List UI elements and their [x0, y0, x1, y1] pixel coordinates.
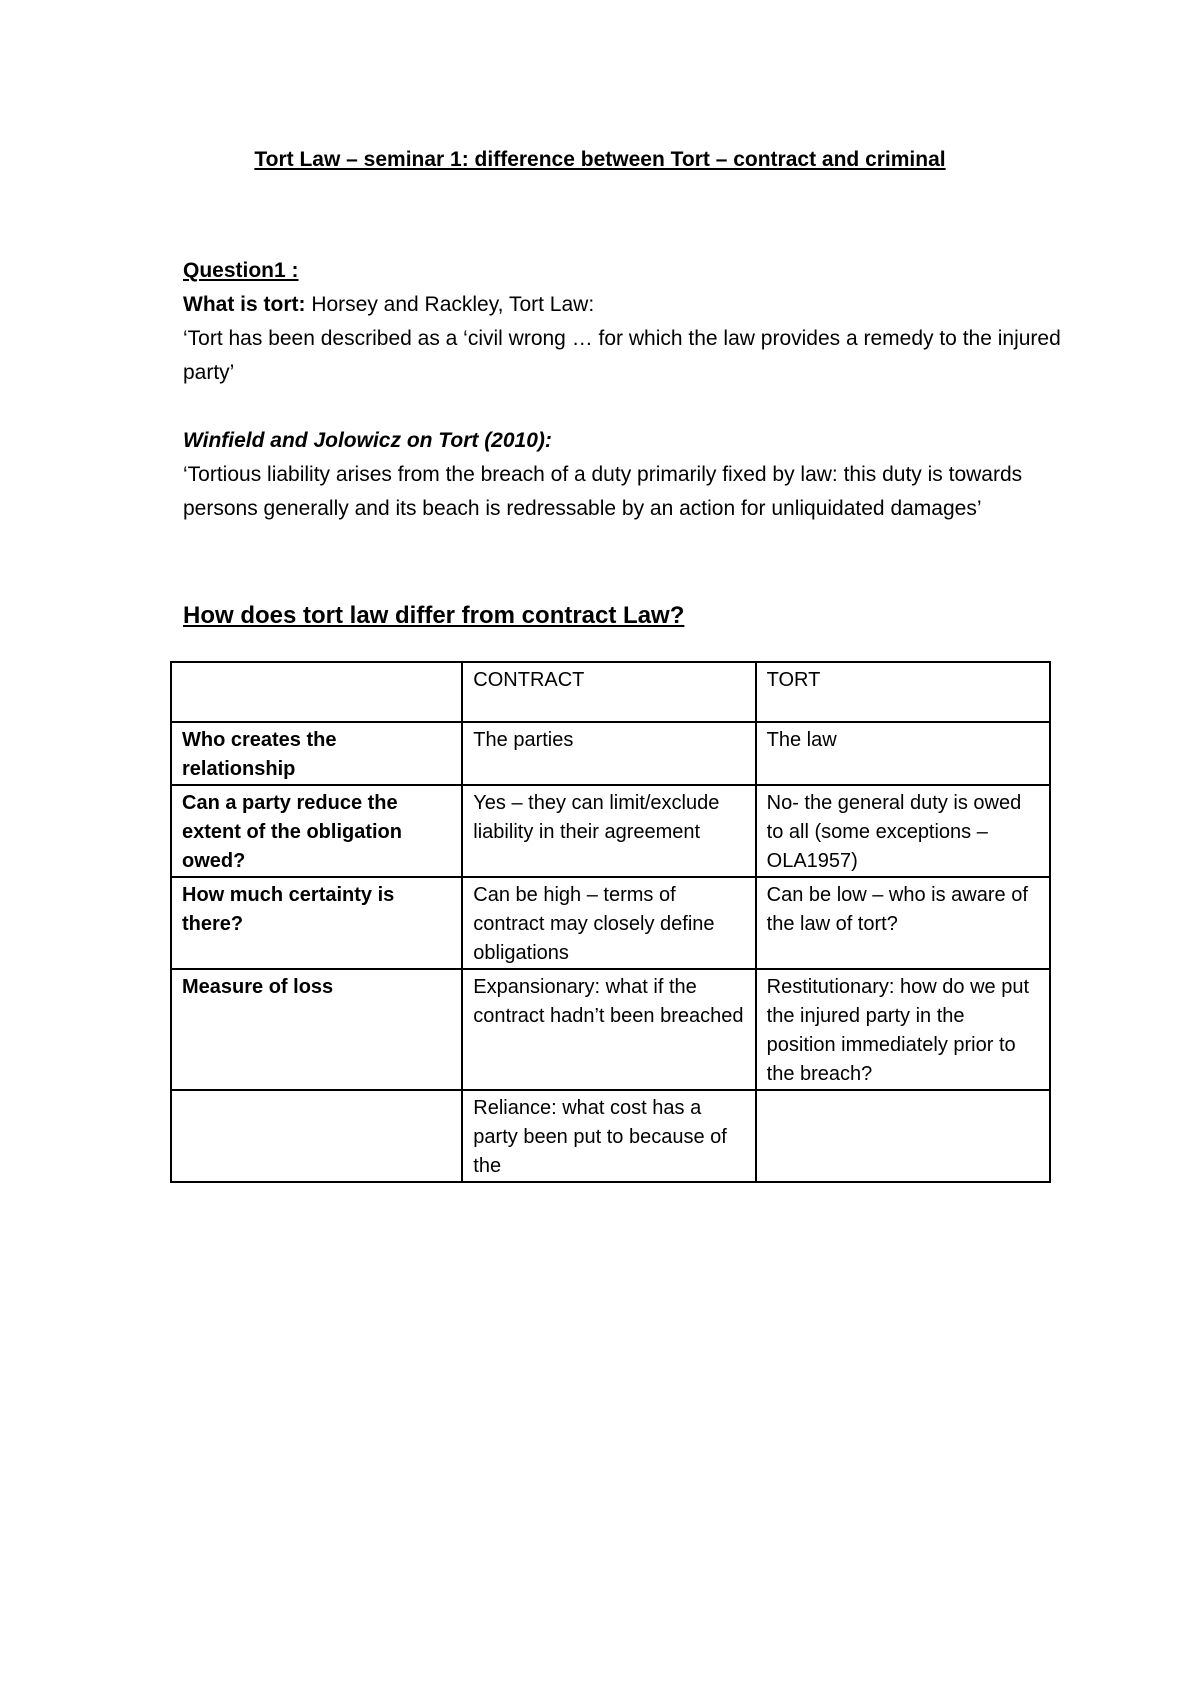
table-row: [171, 1090, 1050, 1182]
document-title: Tort Law – seminar 1: difference between Tort – contract and criminal: [254, 148, 946, 171]
question1-text: [183, 288, 1063, 390]
comparison-table: [170, 661, 1051, 1183]
tort-cell: Can be low – who is aware of the law of tort?: [756, 877, 1050, 969]
winfield-quote: ‘Tortious liability arises from the breach of a duty primarily fixed by law: this duty is towards persons generally and its beach is redressable by an action for unliquidated damages’: [183, 463, 1023, 520]
winfield-block: [183, 424, 1063, 526]
table-header-cell: CONTRACT: [462, 662, 755, 722]
contract-cell: Yes – they can limit/exclude liability in their agreement: [462, 785, 755, 877]
tort-cell: [756, 1090, 1050, 1182]
table-row: [171, 969, 1050, 1090]
table-header-cell: TORT: [756, 662, 1050, 722]
row-label-cell: Who creates the relationship: [171, 722, 462, 785]
table-header-cell: [171, 662, 462, 722]
tort-definition-quote: ‘Tort has been described as a ‘civil wrong … for which the law provides a remedy to the injured party’: [183, 327, 1061, 384]
what-is-tort-line: [183, 288, 1063, 322]
table-row: [171, 722, 1050, 785]
table-header-row: [171, 662, 1050, 722]
row-label-cell: How much certainty is there?: [171, 877, 462, 969]
contract-cell: Reliance: what cost has a party been put to because of the: [462, 1090, 755, 1182]
table-row: [171, 877, 1050, 969]
comparison-heading: How does tort law differ from contract Law?: [183, 602, 685, 629]
contract-cell: Expansionary: what if the contract hadn’t been breached: [462, 969, 755, 1090]
tort-cell: The law: [756, 722, 1050, 785]
what-is-tort-label: What is tort:: [183, 293, 306, 316]
question1-heading: Question1 :: [183, 259, 299, 282]
tort-cell: Restitutionary: how do we put the injured party in the position immediately prior to the breach?: [756, 969, 1050, 1090]
contract-cell: Can be high – terms of contract may closely define obligations: [462, 877, 755, 969]
row-label-cell: Measure of loss: [171, 969, 462, 1090]
table-row: [171, 785, 1050, 877]
row-label-cell: Can a party reduce the extent of the obligation owed?: [171, 785, 462, 877]
what-is-tort-source: Horsey and Rackley, Tort Law:: [305, 293, 595, 316]
winfield-citation: Winfield and Jolowicz on Tort (2010):: [183, 429, 552, 452]
contract-cell: The parties: [462, 722, 755, 785]
tort-cell: No- the general duty is owed to all (some exceptions – OLA1957): [756, 785, 1050, 877]
row-label-cell: [171, 1090, 462, 1182]
